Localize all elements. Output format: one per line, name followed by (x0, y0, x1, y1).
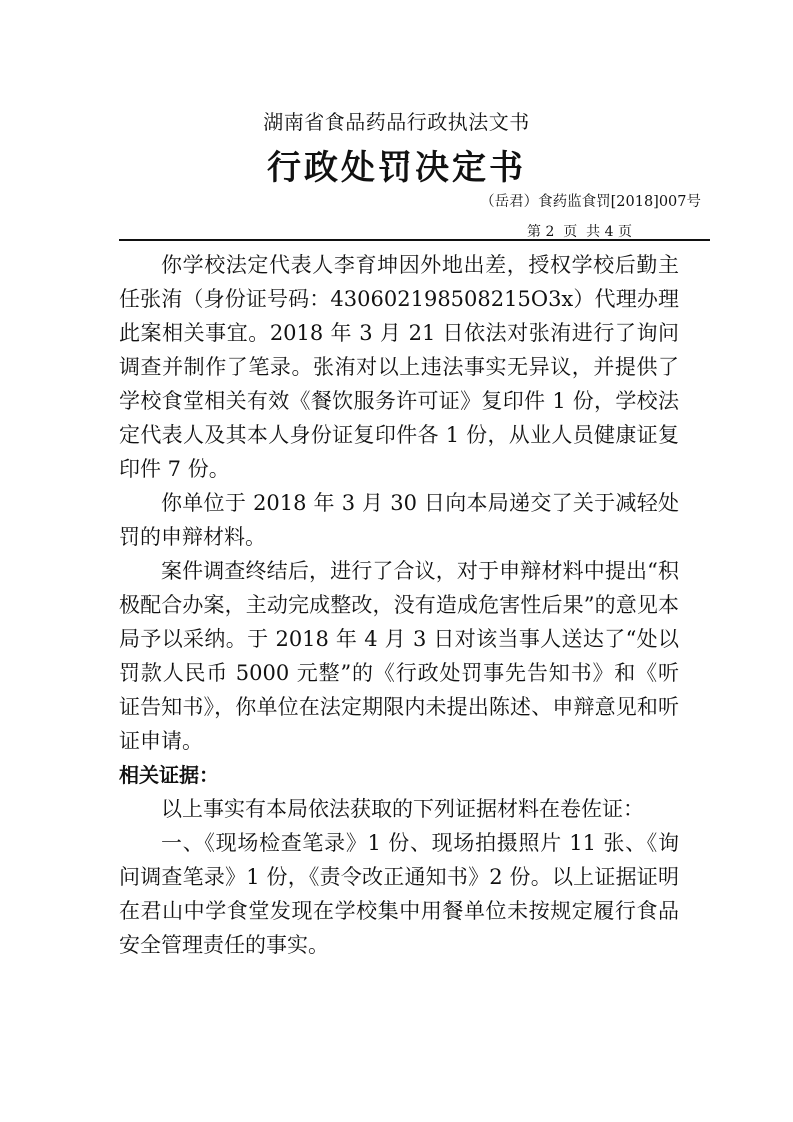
body-paragraph-defense-submission: 你单位于 2018 年 3 月 30 日向本局递交了关于减轻处罚的申辩材料。 (119, 491, 679, 549)
document-number: （岳君）食药监食罚[2018]007号 (480, 194, 701, 210)
document-subtitle: 湖南省食品药品行政执法文书 (263, 110, 530, 134)
header-divider (119, 239, 710, 241)
evidence-intro: 以上事实有本局依法获取的下列证据材料在卷佐证： (161, 797, 644, 821)
document-body (119, 248, 679, 962)
evidence-item-1: 一、《现场检查笔录》1 份、现场拍摄照片 11 张、《询问调查笔录》1 份，《责令改正通知书》2 份。以上证据证明在君山中学食堂发现在学校集中用餐单位未按规定履行食品安全管理责任的事实。 (119, 831, 679, 957)
body-paragraph-authorization: 你学校法定代表人李育坤因外地出差，授权学校后勤主任张洧（身份证号码：430602198508215O3x）代理办理此案相关事宜。2018 年 3 月 21 日依法对张洧进行了询问调查并制作了笔录。张洧对以上违法事实无异议，并提供了学校食堂相关有效《餐饮服务许可证》复印件 1 份，学校法定代表人及其本人身份证复印件各 1 份，从业人员健康证复印件 7 份。 (119, 253, 679, 481)
document-title: 行政处罚决定书 (267, 148, 526, 188)
page-indicator: 第 2 页 共 4 页 (527, 224, 632, 240)
body-paragraph-deliberation: 案件调查终结后，进行了合议，对于申辩材料中提出“积极配合办案，主动完成整改，没有造成危害性后果”的意见本局予以采纳。于 2018 年 4 月 3 日对该当事人送达了“处以罚款人民币 5000 元整”的《行政处罚事先告知书》和《听证告知书》，你单位在法定期限内未提出陈述、申辩意见和听证申请。 (119, 559, 679, 753)
evidence-heading: 相关证据： (119, 763, 219, 787)
